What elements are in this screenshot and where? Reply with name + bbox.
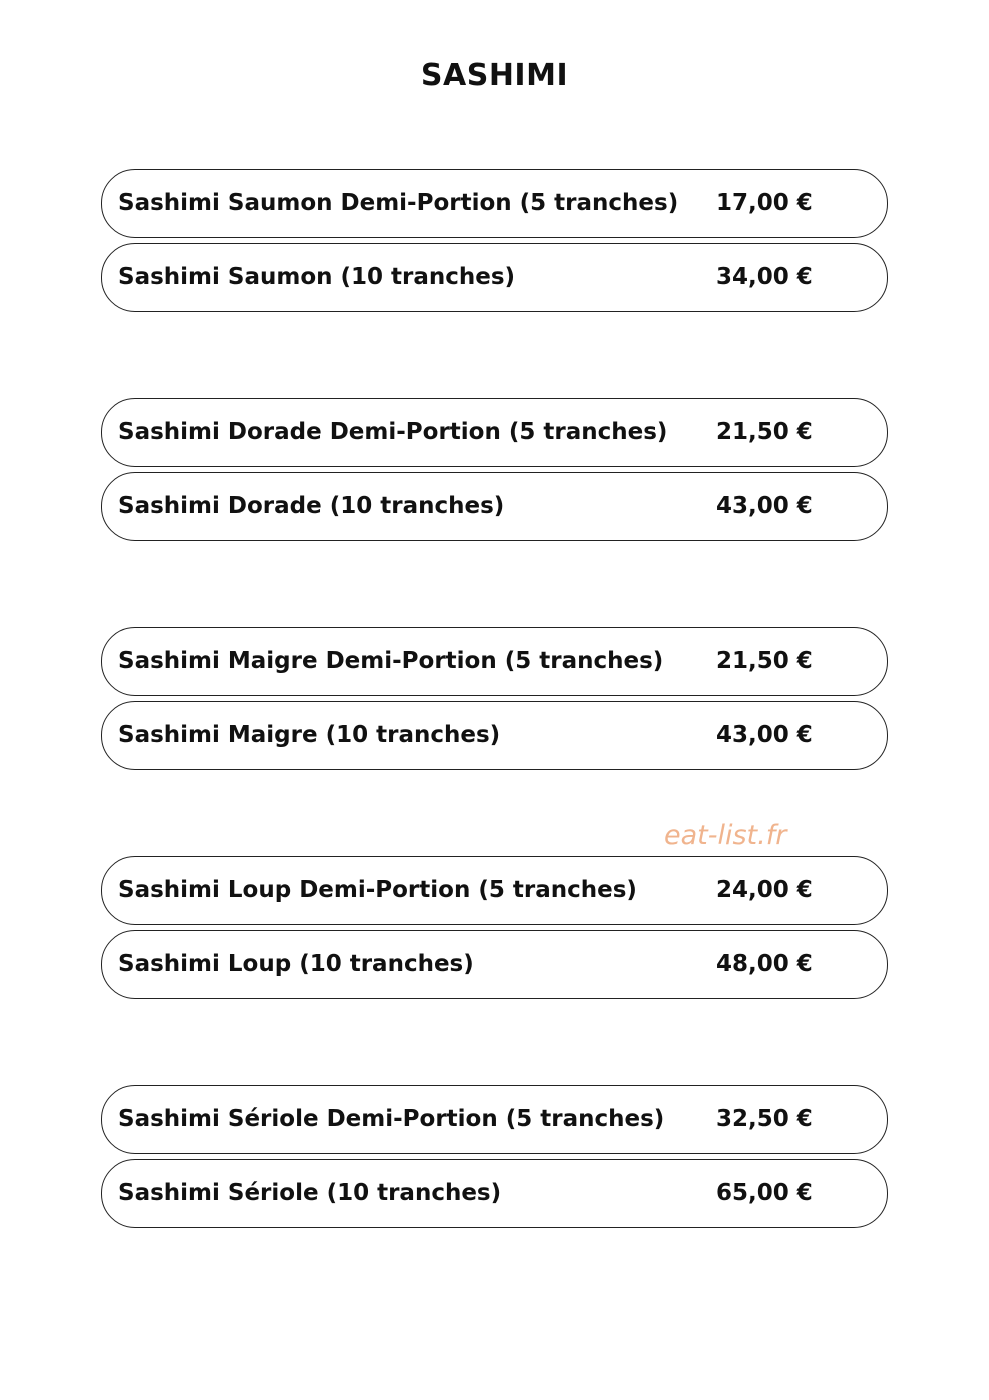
item-name: Sashimi Saumon (10 tranches) <box>118 264 516 290</box>
menu-item <box>101 243 888 312</box>
item-name: Sashimi Loup Demi-Portion (5 tranches) <box>118 877 637 903</box>
item-price: 65,00 € <box>716 1180 813 1206</box>
menu-item <box>101 930 888 999</box>
menu-item <box>101 169 888 238</box>
menu-item <box>101 1159 888 1228</box>
item-name: Sashimi Dorade Demi-Portion (5 tranches) <box>118 419 668 445</box>
item-price: 17,00 € <box>716 190 813 216</box>
menu-item <box>101 472 888 541</box>
item-name: Sashimi Dorade (10 tranches) <box>118 493 505 519</box>
item-name: Sashimi Loup (10 tranches) <box>118 951 474 977</box>
menu-group-saumon <box>101 169 888 312</box>
menu-group-dorade <box>101 398 888 541</box>
item-name: Sashimi Saumon Demi-Portion (5 tranches) <box>118 190 679 216</box>
item-price: 24,00 € <box>716 877 813 903</box>
item-price: 43,00 € <box>716 493 813 519</box>
item-price: 43,00 € <box>716 722 813 748</box>
item-price: 21,50 € <box>716 419 813 445</box>
watermark: eat-list.fr <box>664 820 787 851</box>
item-price: 34,00 € <box>716 264 813 290</box>
menu-item <box>101 627 888 696</box>
item-price: 21,50 € <box>716 648 813 674</box>
item-name: Sashimi Maigre Demi-Portion (5 tranches) <box>118 648 664 674</box>
item-price: 48,00 € <box>716 951 813 977</box>
menu-item <box>101 1085 888 1154</box>
menu-item <box>101 856 888 925</box>
menu-group-maigre <box>101 627 888 770</box>
menu-group-seriole <box>101 1085 888 1228</box>
page-title: SASHIMI <box>420 58 569 93</box>
item-price: 32,50 € <box>716 1106 813 1132</box>
item-name: Sashimi Maigre (10 tranches) <box>118 722 501 748</box>
item-name: Sashimi Sériole Demi-Portion (5 tranches) <box>118 1106 665 1132</box>
menu-item <box>101 398 888 467</box>
menu-group-loup <box>101 856 888 999</box>
menu-list <box>101 169 888 1314</box>
item-name: Sashimi Sériole (10 tranches) <box>118 1180 502 1206</box>
menu-item <box>101 701 888 770</box>
